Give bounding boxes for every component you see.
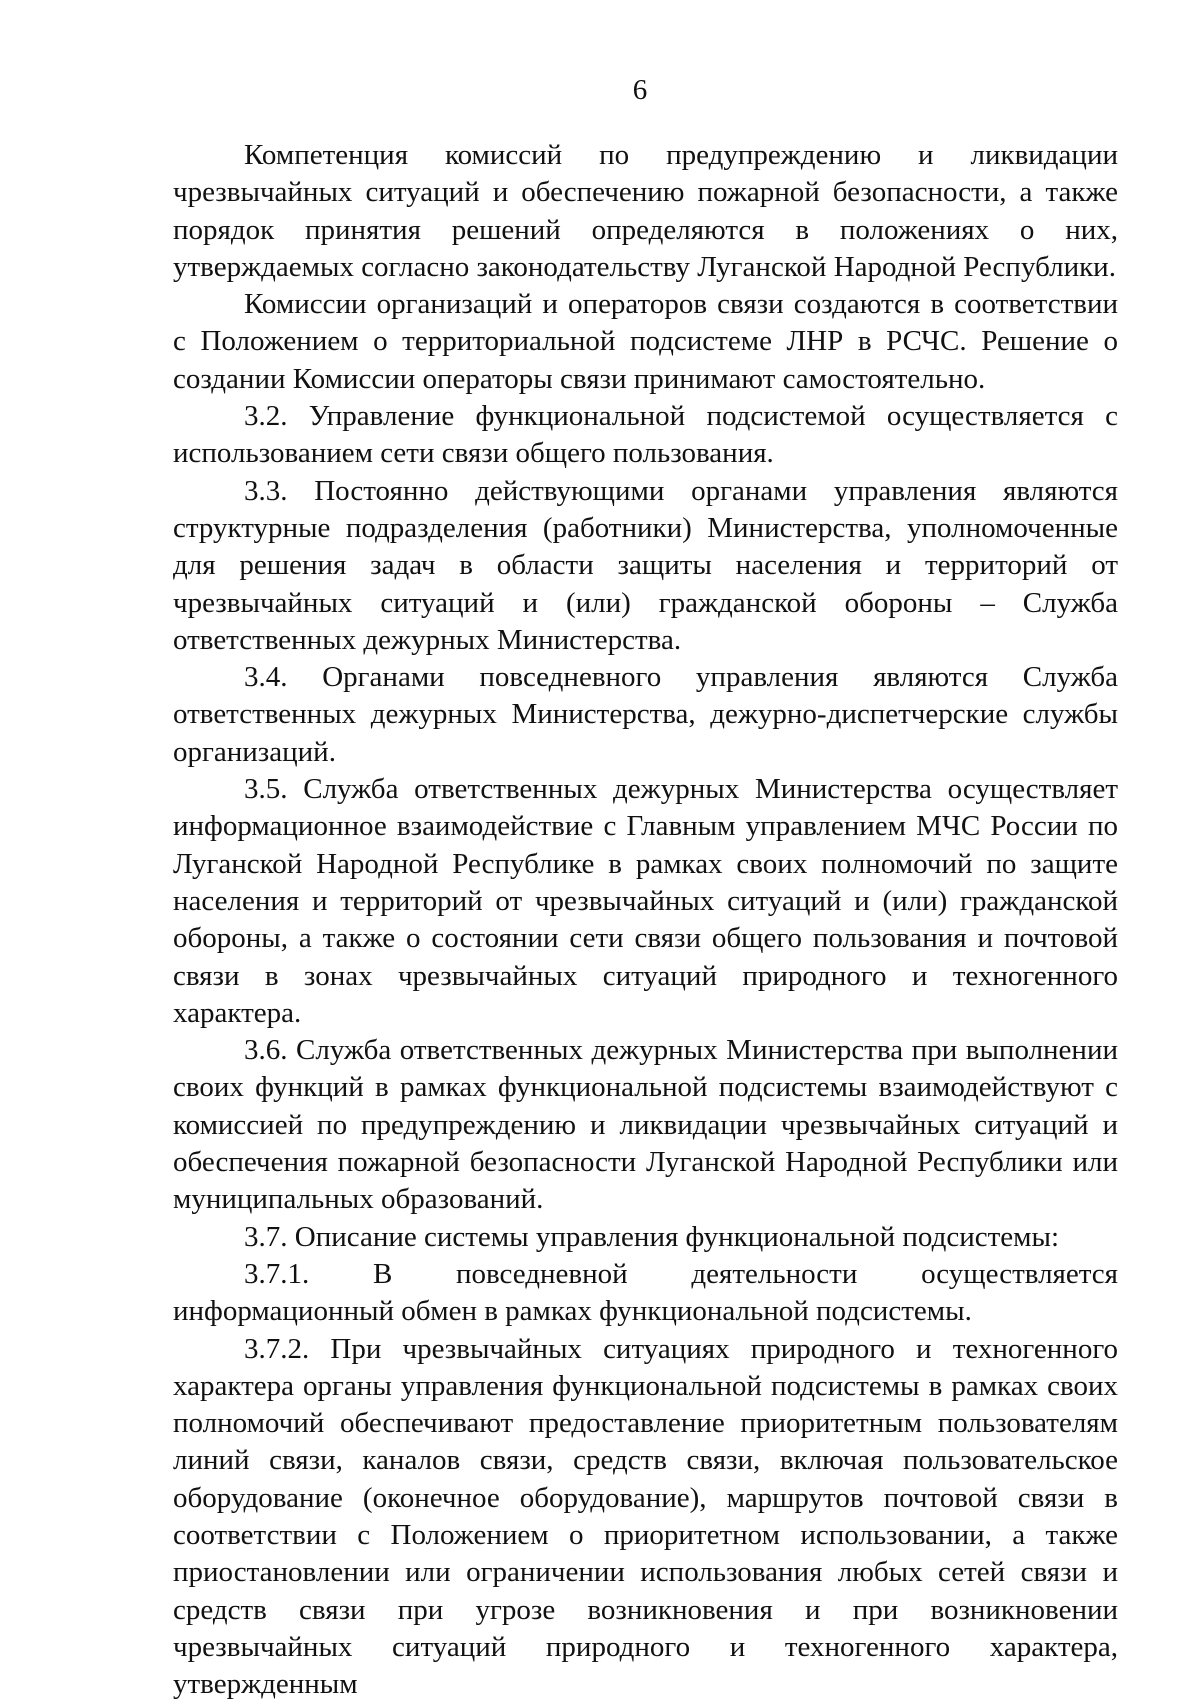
paragraph-commission-creation: Комиссии организаций и операторов связи создаются в соответствии с Положением о территориальной подсистеме ЛНР в РСЧС. Решение о создании Комиссии операторы связи принимают самостоятельно. bbox=[173, 286, 1118, 398]
paragraph-3-7-1: 3.7.1. В повседневной деятельности осуществляется информационный обмен в рамках функциональной подсистемы. bbox=[173, 1256, 1118, 1331]
page-number: 6 bbox=[0, 72, 1200, 108]
paragraph-3-5: 3.5. Служба ответственных дежурных Министерства осуществляет информационное взаимодействие с Главным управлением МЧС России по Луганской Народной Республике в рамках своих полномочий по защите населения и территорий от чрезвычайных ситуаций и (или) гражданской обороны, а также о состоянии сети связи общего пользования и почтовой связи в зонах чрезвычайных ситуаций природного и техногенного характера. bbox=[173, 771, 1118, 1032]
document-body bbox=[173, 137, 1118, 1703]
paragraph-3-3: 3.3. Постоянно действующими органами управления являются структурные подразделения (работники) Министерства, уполномоченные для решения задач в области защиты населения и территорий от чрезвычайных ситуаций и (или) гражданской обороны – Служба ответственных дежурных Министерства. bbox=[173, 473, 1118, 659]
paragraph-3-7-2: 3.7.2. При чрезвычайных ситуациях природного и техногенного характера органы управления функциональной подсистемы в рамках своих полномочий обеспечивают предоставление приоритетным пользователям линий связи, каналов связи, средств связи, включая пользовательское оборудование (оконечное оборудование), маршрутов почтовой связи в соответствии с Положением о приоритетном использовании, а также приостановлении или ограничении использования любых сетей связи и средств связи при угрозе возникновения и при возникновении чрезвычайных ситуаций природного и техногенного характера, утвержденным bbox=[173, 1331, 1118, 1703]
paragraph-commission-competence: Компетенция комиссий по предупреждению и ликвидации чрезвычайных ситуаций и обеспечению пожарной безопасности, а также порядок принятия решений определяются в положениях о них, утверждаемых согласно законодательству Луганской Народной Республики. bbox=[173, 137, 1118, 286]
paragraph-3-4: 3.4. Органами повседневного управления являются Служба ответственных дежурных Министерства, дежурно-диспетчерские службы организаций. bbox=[173, 659, 1118, 771]
paragraph-3-2: 3.2. Управление функциональной подсистемой осуществляется с использованием сети связи общего пользования. bbox=[173, 398, 1118, 473]
paragraph-3-6: 3.6. Служба ответственных дежурных Министерства при выполнении своих функций в рамках функциональной подсистемы взаимодействуют с комиссией по предупреждению и ликвидации чрезвычайных ситуаций и обеспечения пожарной безопасности Луганской Народной Республики или муниципальных образований. bbox=[173, 1032, 1118, 1218]
paragraph-3-7: 3.7. Описание системы управления функциональной подсистемы: bbox=[173, 1219, 1118, 1256]
